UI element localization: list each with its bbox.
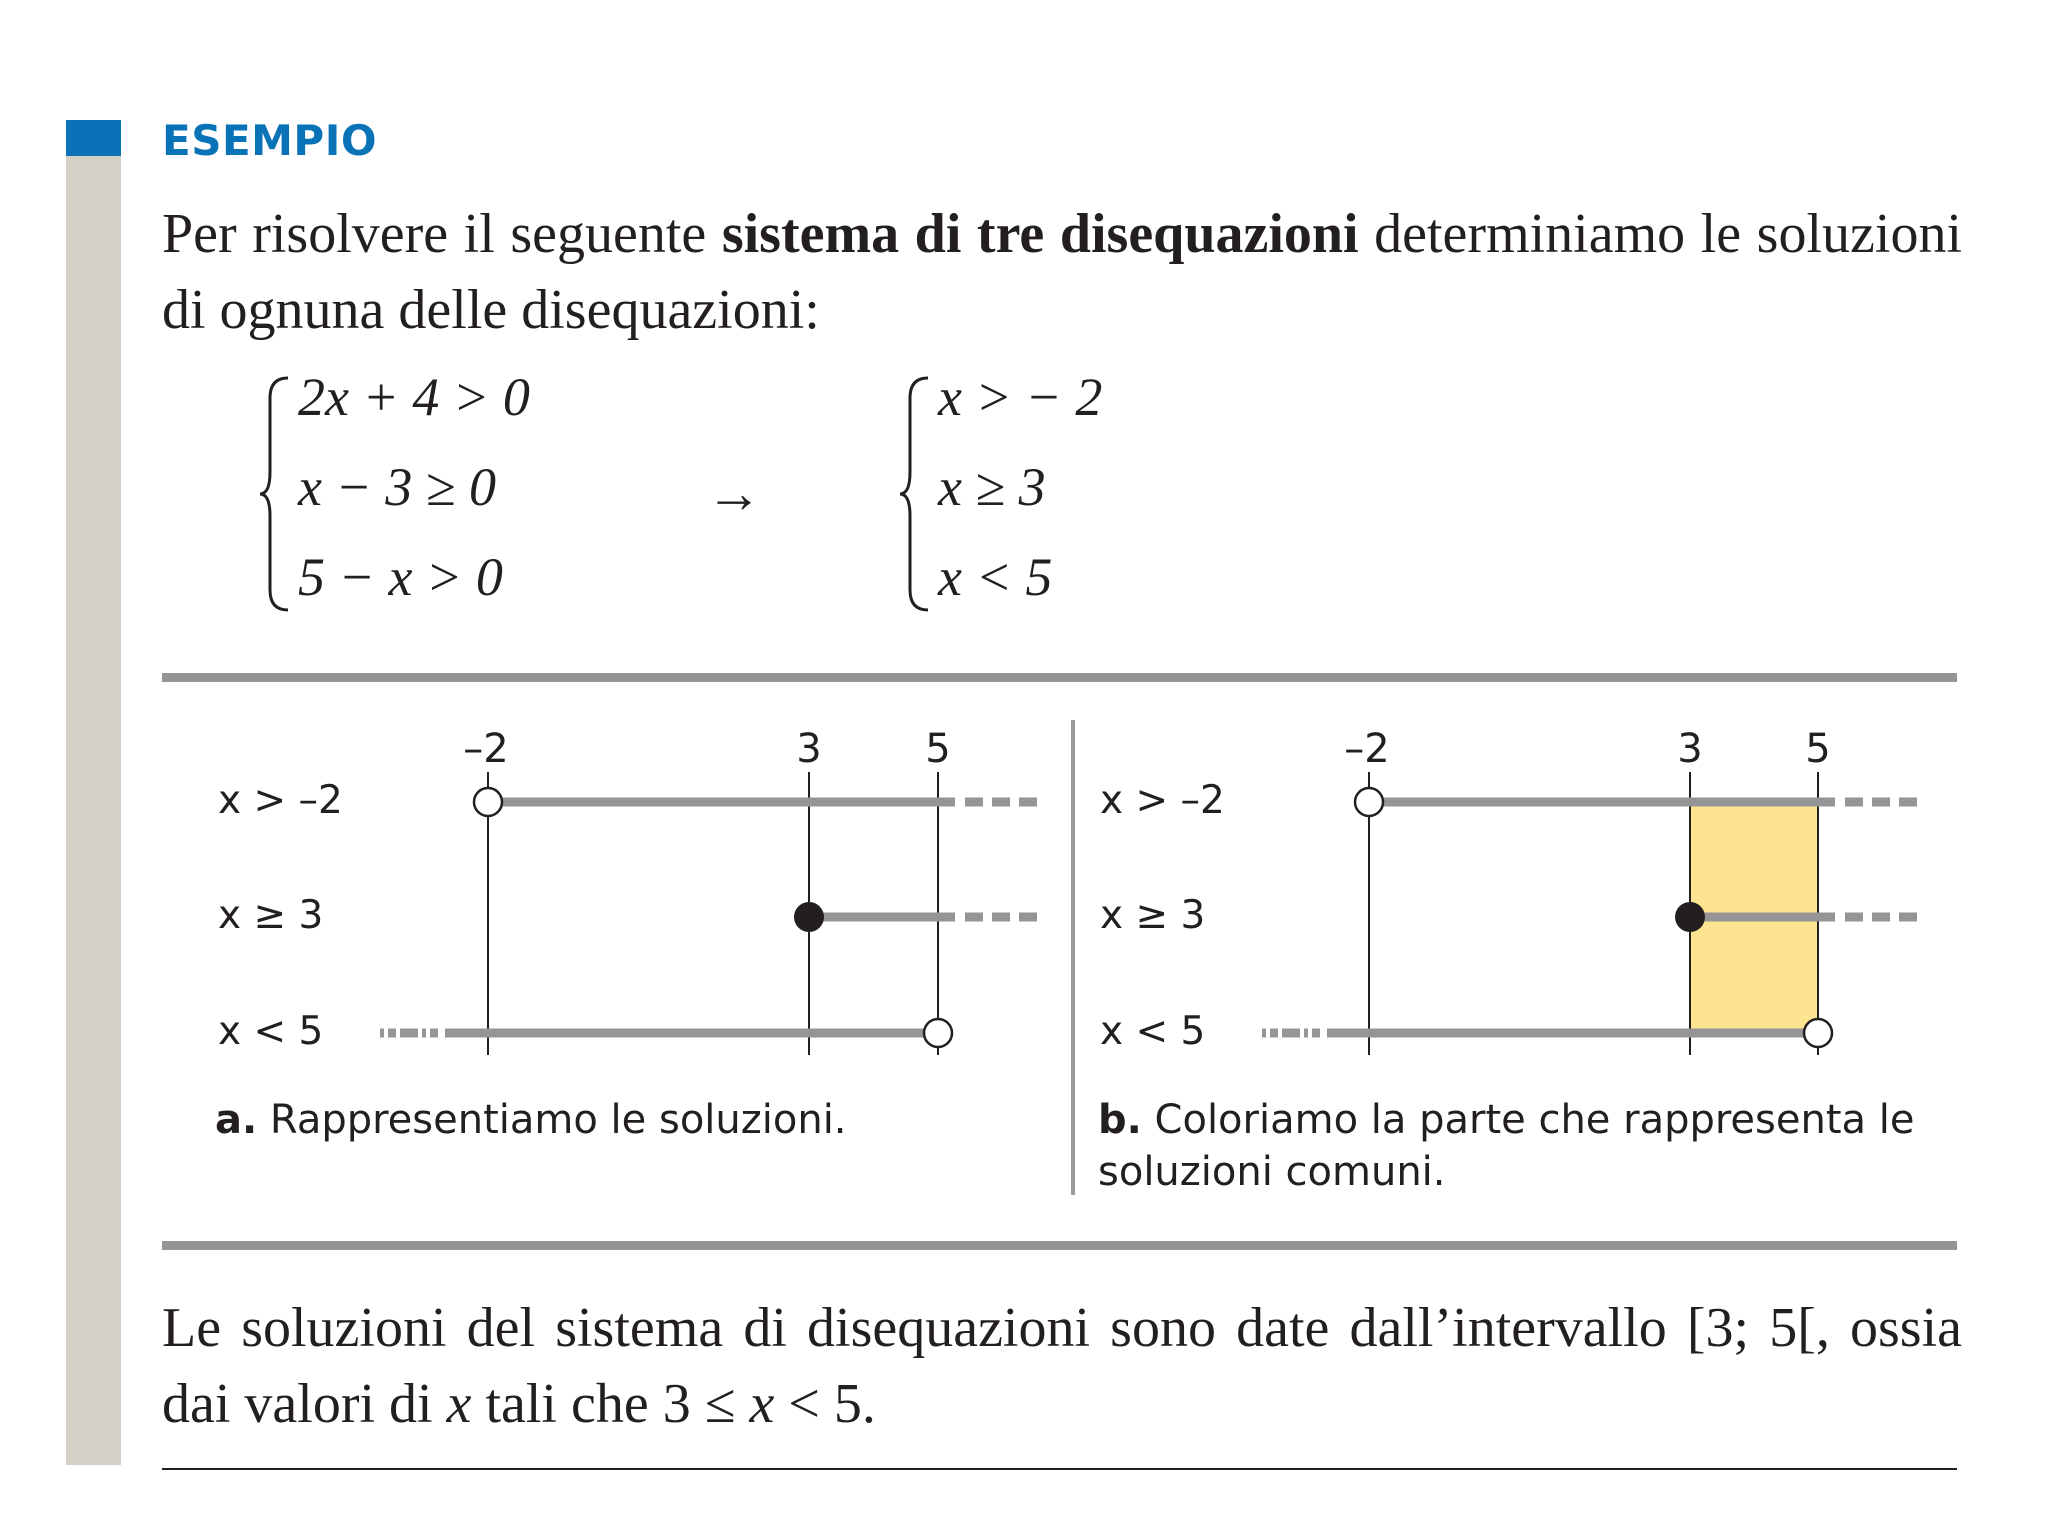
panel-b-tick-minus2: –2 <box>1344 726 1390 772</box>
left-system-eq-2: x − 3 ≥ 0 <box>298 457 497 517</box>
right-system-eq-3: x < 5 <box>938 547 1053 607</box>
example-heading: ESEMPIO <box>162 116 378 165</box>
panel-a-row-label-2: x ≥ 3 <box>218 893 324 938</box>
panel-b-row-label-3: x < 5 <box>1100 1009 1206 1054</box>
conclusion-text-2: tali che 3 ≤ <box>471 1373 750 1435</box>
panel-b-graph <box>1262 772 1922 1055</box>
conclusion-text-1: Le soluzioni del sistema di disequazioni sono date dall’intervallo [3; 5[, ossia dai valori di <box>162 1297 1962 1435</box>
right-system-eq-2: x ≥ 3 <box>938 457 1046 517</box>
conclusion-var-x: x <box>446 1373 472 1435</box>
bottom-rule <box>162 1241 1957 1250</box>
arrow-symbol: → <box>706 463 762 525</box>
panel-b-tick-5: 5 <box>1805 726 1831 772</box>
panel-a-row-label-1: x > –2 <box>218 778 343 823</box>
panel-b-row-label-1: x > –2 <box>1100 778 1225 823</box>
conclusion-var-x-2: x <box>749 1373 775 1435</box>
panel-a-row3-open-point <box>924 1019 952 1047</box>
end-rule <box>162 1468 1957 1470</box>
panel-b-tick-3: 3 <box>1677 726 1703 772</box>
panel-a-row1-open-point <box>474 788 502 816</box>
panel-b-row-label-2: x ≥ 3 <box>1100 893 1206 938</box>
panel-a-graph <box>380 772 1042 1055</box>
panel-a-row-label-3: x < 5 <box>218 1009 324 1054</box>
panel-a-caption <box>215 1094 1035 1146</box>
panel-b-caption <box>1098 1094 1948 1198</box>
intro-text-after: determiniamo le soluzioni di ognuna delle disequazioni: <box>162 203 1962 341</box>
panel-a-tick-minus2: –2 <box>463 726 509 772</box>
panel-a-tick-5: 5 <box>925 726 951 772</box>
intro-text-before: Per risolvere il seguente <box>162 203 722 265</box>
panel-a-caption-text: Rappresentiamo le soluzioni. <box>257 1097 847 1143</box>
panel-b-row1-open-point <box>1355 788 1383 816</box>
conclusion-text-3: < 5. <box>774 1373 876 1435</box>
left-system-eq-1: 2x + 4 > 0 <box>298 367 530 427</box>
panel-a-tick-3: 3 <box>796 726 822 772</box>
panel-a-row2-filled-point <box>794 902 824 932</box>
panel-b-caption-letter: b. <box>1098 1097 1142 1143</box>
panel-divider <box>1071 720 1075 1195</box>
panel-b-row2-filled-point <box>1675 902 1705 932</box>
right-system-eq-1: x > − 2 <box>938 367 1103 427</box>
panel-a-caption-letter: a. <box>215 1097 258 1143</box>
intro-text-bold: sistema di tre disequazioni <box>721 203 1359 265</box>
panel-b-row3-open-point <box>1804 1019 1832 1047</box>
conclusion-paragraph <box>162 1290 1962 1442</box>
left-system-eq-3: 5 − x > 0 <box>298 547 503 607</box>
panel-b-caption-text: Coloriamo la parte che rappresenta le soluzioni comuni. <box>1098 1097 1915 1195</box>
